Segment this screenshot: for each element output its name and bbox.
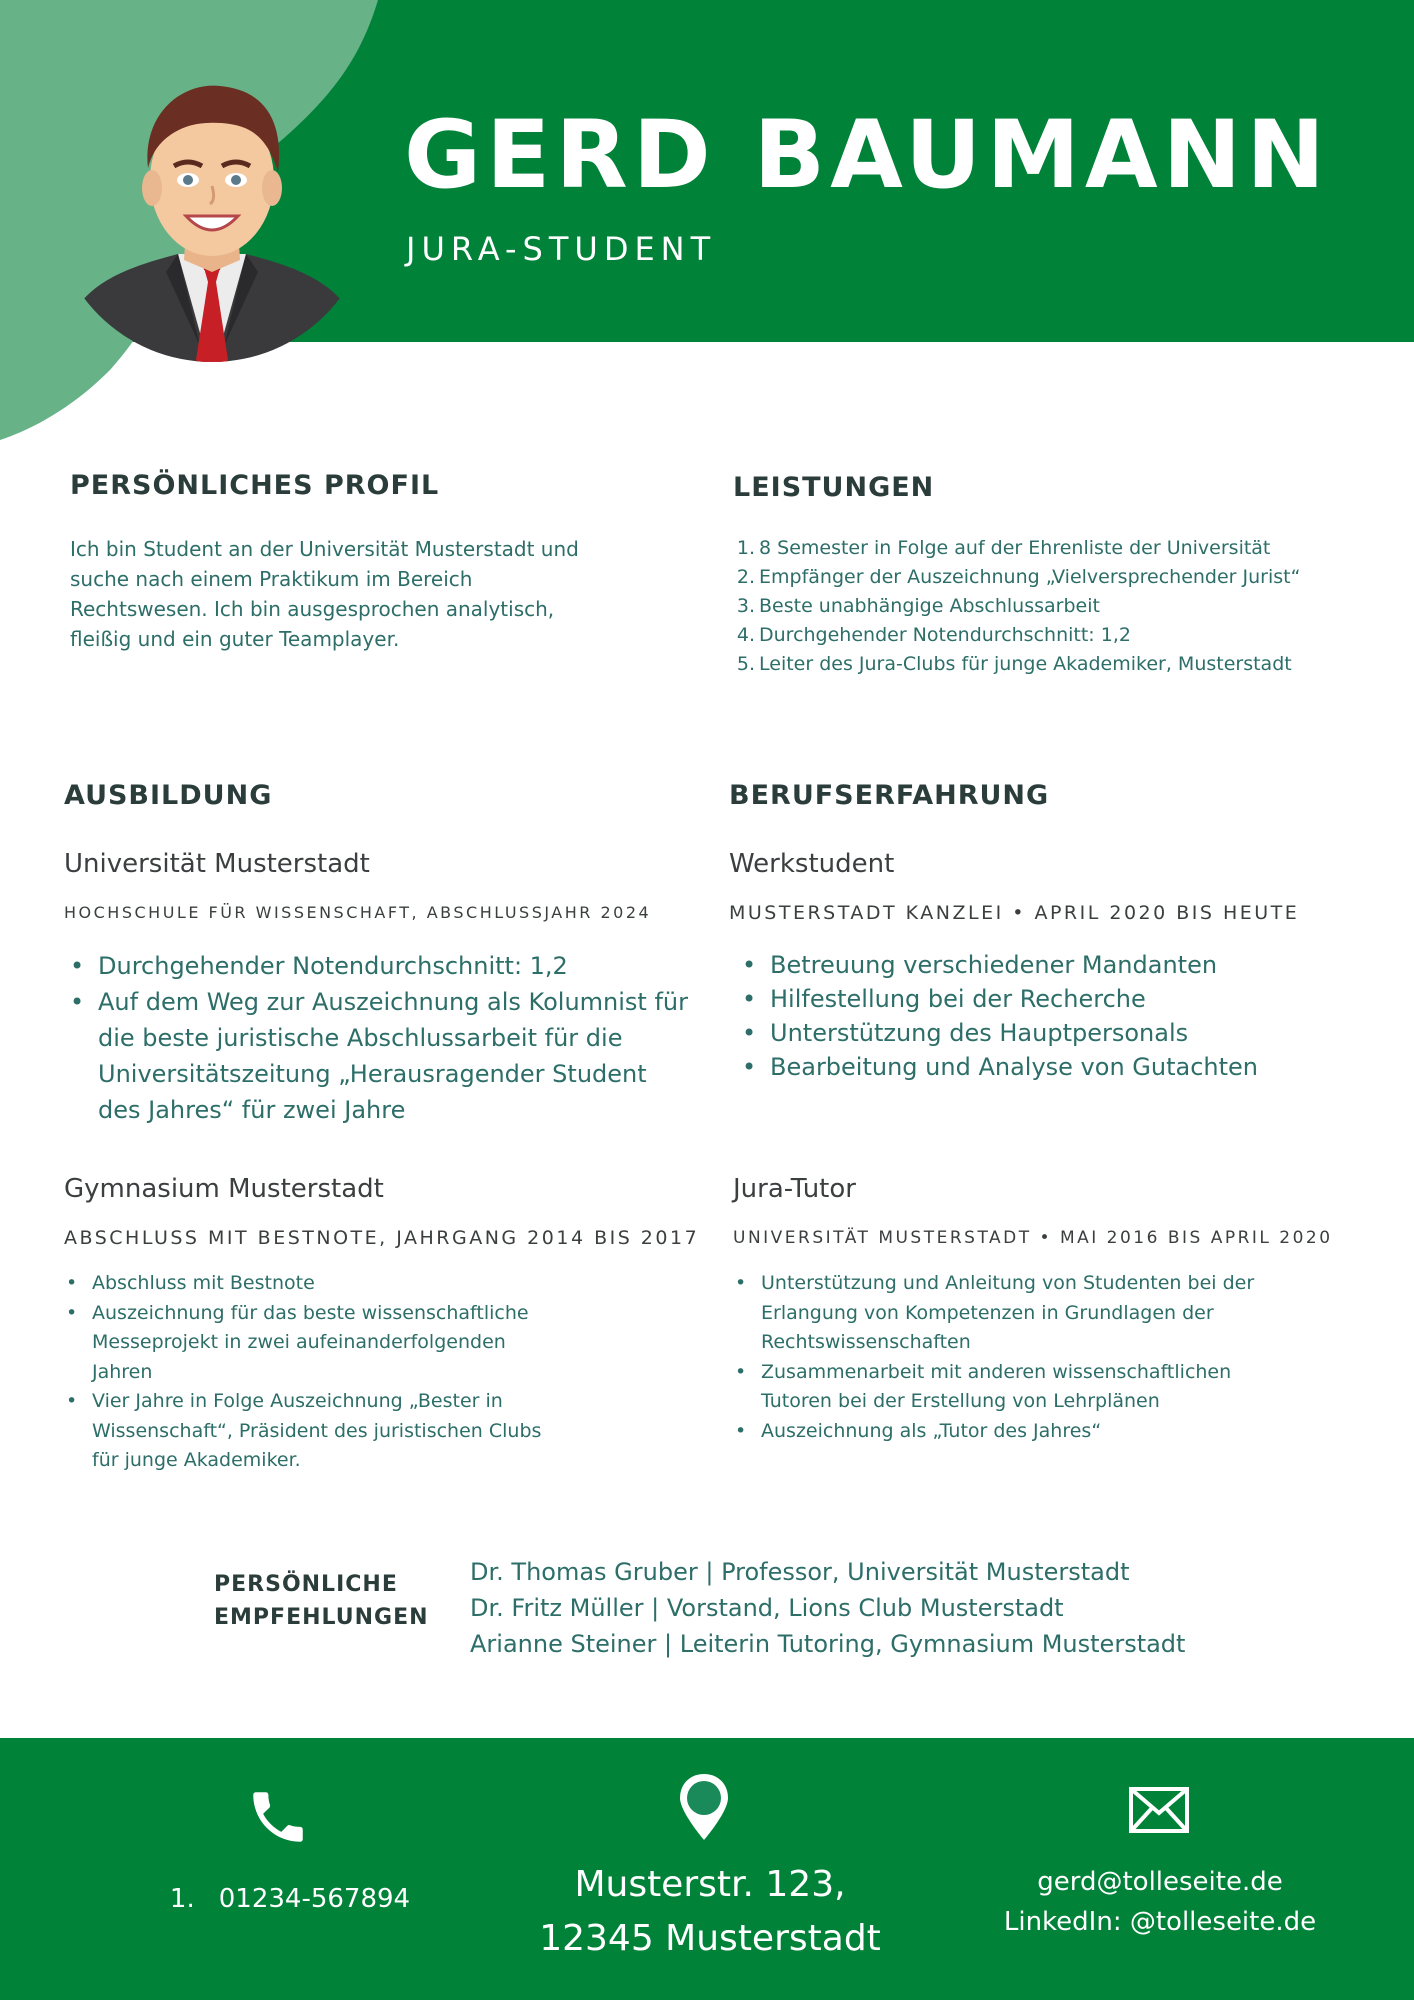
- education-title: AUSBILDUNG: [64, 780, 273, 811]
- references-list: [470, 1554, 1185, 1662]
- experience-bullets: [736, 948, 1258, 1084]
- experience-entry-meta: UNIVERSITÄT MUSTERSTADT • MAI 2016 BIS APRIL 2020: [733, 1228, 1333, 1248]
- experience-entry-name: Jura-Tutor: [733, 1174, 856, 1204]
- list-item: • Auszeichnung für das beste wissenschaftliche Messeprojekt in zwei aufeinanderfolgenden Jahren: [64, 1299, 541, 1388]
- list-item: • Betreuung verschiedener Mandanten: [736, 948, 1258, 982]
- achievement-item: 5. Leiter des Jura-Clubs für junge Akademiker, Musterstadt: [736, 653, 1292, 675]
- contact-online: [980, 1862, 1340, 1942]
- candidate-name: GERD BAUMANN: [404, 101, 1330, 210]
- list-item: • Bearbeitung und Analyse von Gutachten: [736, 1050, 1258, 1084]
- candidate-role: JURA-STUDENT: [406, 230, 717, 268]
- education-entry-name: Universität Musterstadt: [64, 849, 370, 879]
- reference-item: Dr. Fritz Müller | Vorstand, Lions Club Musterstadt: [470, 1594, 1064, 1622]
- education-entry-name: Gymnasium Musterstadt: [64, 1174, 384, 1204]
- achievement-item: 1. 8 Semester in Folge auf der Ehrenliste der Universität: [736, 537, 1271, 559]
- contact-phone: 1. 01234-567894: [169, 1884, 411, 1914]
- avatar: [70, 76, 350, 394]
- education-bullets: [64, 1269, 541, 1476]
- achievements-title: LEISTUNGEN: [733, 472, 935, 503]
- experience-title: BERUFSERFAHRUNG: [729, 780, 1050, 811]
- contact-footer: [0, 1738, 1414, 2000]
- profile-line: Ich bin Student an der Universität Musterstadt und: [70, 537, 579, 561]
- experience-bullets: [733, 1269, 1254, 1446]
- list-item: • Unterstützung des Hauptpersonals: [736, 1016, 1258, 1050]
- contact-linkedin[interactable]: LinkedIn: @tolleseite.de: [1003, 1907, 1317, 1937]
- education-entry-meta: HOCHSCHULE FÜR WISSENSCHAFT, ABSCHLUSSJAHR 2024: [64, 903, 652, 922]
- phone-icon: [245, 1784, 311, 1850]
- contact-email[interactable]: gerd@tolleseite.de: [1037, 1867, 1283, 1897]
- list-item: • Auszeichnung als „Tutor des Jahres“: [733, 1417, 1254, 1447]
- achievement-item: 2. Empfänger der Auszeichnung „Vielversprechender Jurist“: [736, 566, 1301, 588]
- list-item: • Hilfestellung bei der Recherche: [736, 982, 1258, 1016]
- mail-icon: [1128, 1786, 1190, 1834]
- profile-line: suche nach einem Praktikum im Bereich: [70, 567, 473, 591]
- list-item: • Vier Jahre in Folge Auszeichnung „Bester in Wissenschaft“, Präsident des juristischen Clubs für junge Akademiker.: [64, 1387, 541, 1476]
- list-item: • Zusammenarbeit mit anderen wissenschaftlichen Tutoren bei der Erstellung von Lehrplänen: [733, 1358, 1254, 1417]
- education-bullets: [64, 948, 688, 1128]
- experience-entry-name: Werkstudent: [729, 849, 895, 879]
- contact-address: Musterstr. 123, 12345 Musterstadt: [539, 1864, 881, 1959]
- reference-item: Dr. Thomas Gruber | Professor, Universität Musterstadt: [470, 1558, 1130, 1586]
- list-item: • Unterstützung und Anleitung von Studenten bei der Erlangung von Kompetenzen in Grundlagen der Rechtswissenschaften: [733, 1269, 1254, 1358]
- achievement-item: 4. Durchgehender Notendurchschnitt: 1,2: [736, 624, 1131, 646]
- profile-title: PERSÖNLICHES PROFIL: [70, 470, 440, 501]
- profile-text: [70, 534, 579, 654]
- location-pin-icon: [678, 1772, 730, 1842]
- list-item: • Durchgehender Notendurchschnitt: 1,2: [64, 948, 688, 984]
- list-item: • Abschluss mit Bestnote: [64, 1269, 541, 1299]
- list-item: • Auf dem Weg zur Auszeichnung als Kolumnist für die beste juristische Abschlussarbeit für die Universitätszeitung „Herausragender Student des Jahres“ für zwei Jahre: [64, 984, 688, 1128]
- profile-line: Rechtswesen. Ich bin ausgesprochen analytisch,: [70, 597, 555, 621]
- references-title: PERSÖNLICHE EMPFEHLUNGEN: [214, 1572, 429, 1630]
- education-entry-meta: ABSCHLUSS MIT BESTNOTE, JAHRGANG 2014 BIS 2017: [64, 1227, 700, 1249]
- achievements-list: [735, 534, 1300, 679]
- achievement-item: 3. Beste unabhängige Abschlussarbeit: [736, 595, 1100, 617]
- experience-entry-meta: MUSTERSTADT KANZLEI • APRIL 2020 BIS HEUTE: [729, 902, 1300, 924]
- reference-item: Arianne Steiner | Leiterin Tutoring, Gymnasium Musterstadt: [470, 1630, 1186, 1658]
- profile-line: fleißig und ein guter Teamplayer.: [70, 627, 400, 651]
